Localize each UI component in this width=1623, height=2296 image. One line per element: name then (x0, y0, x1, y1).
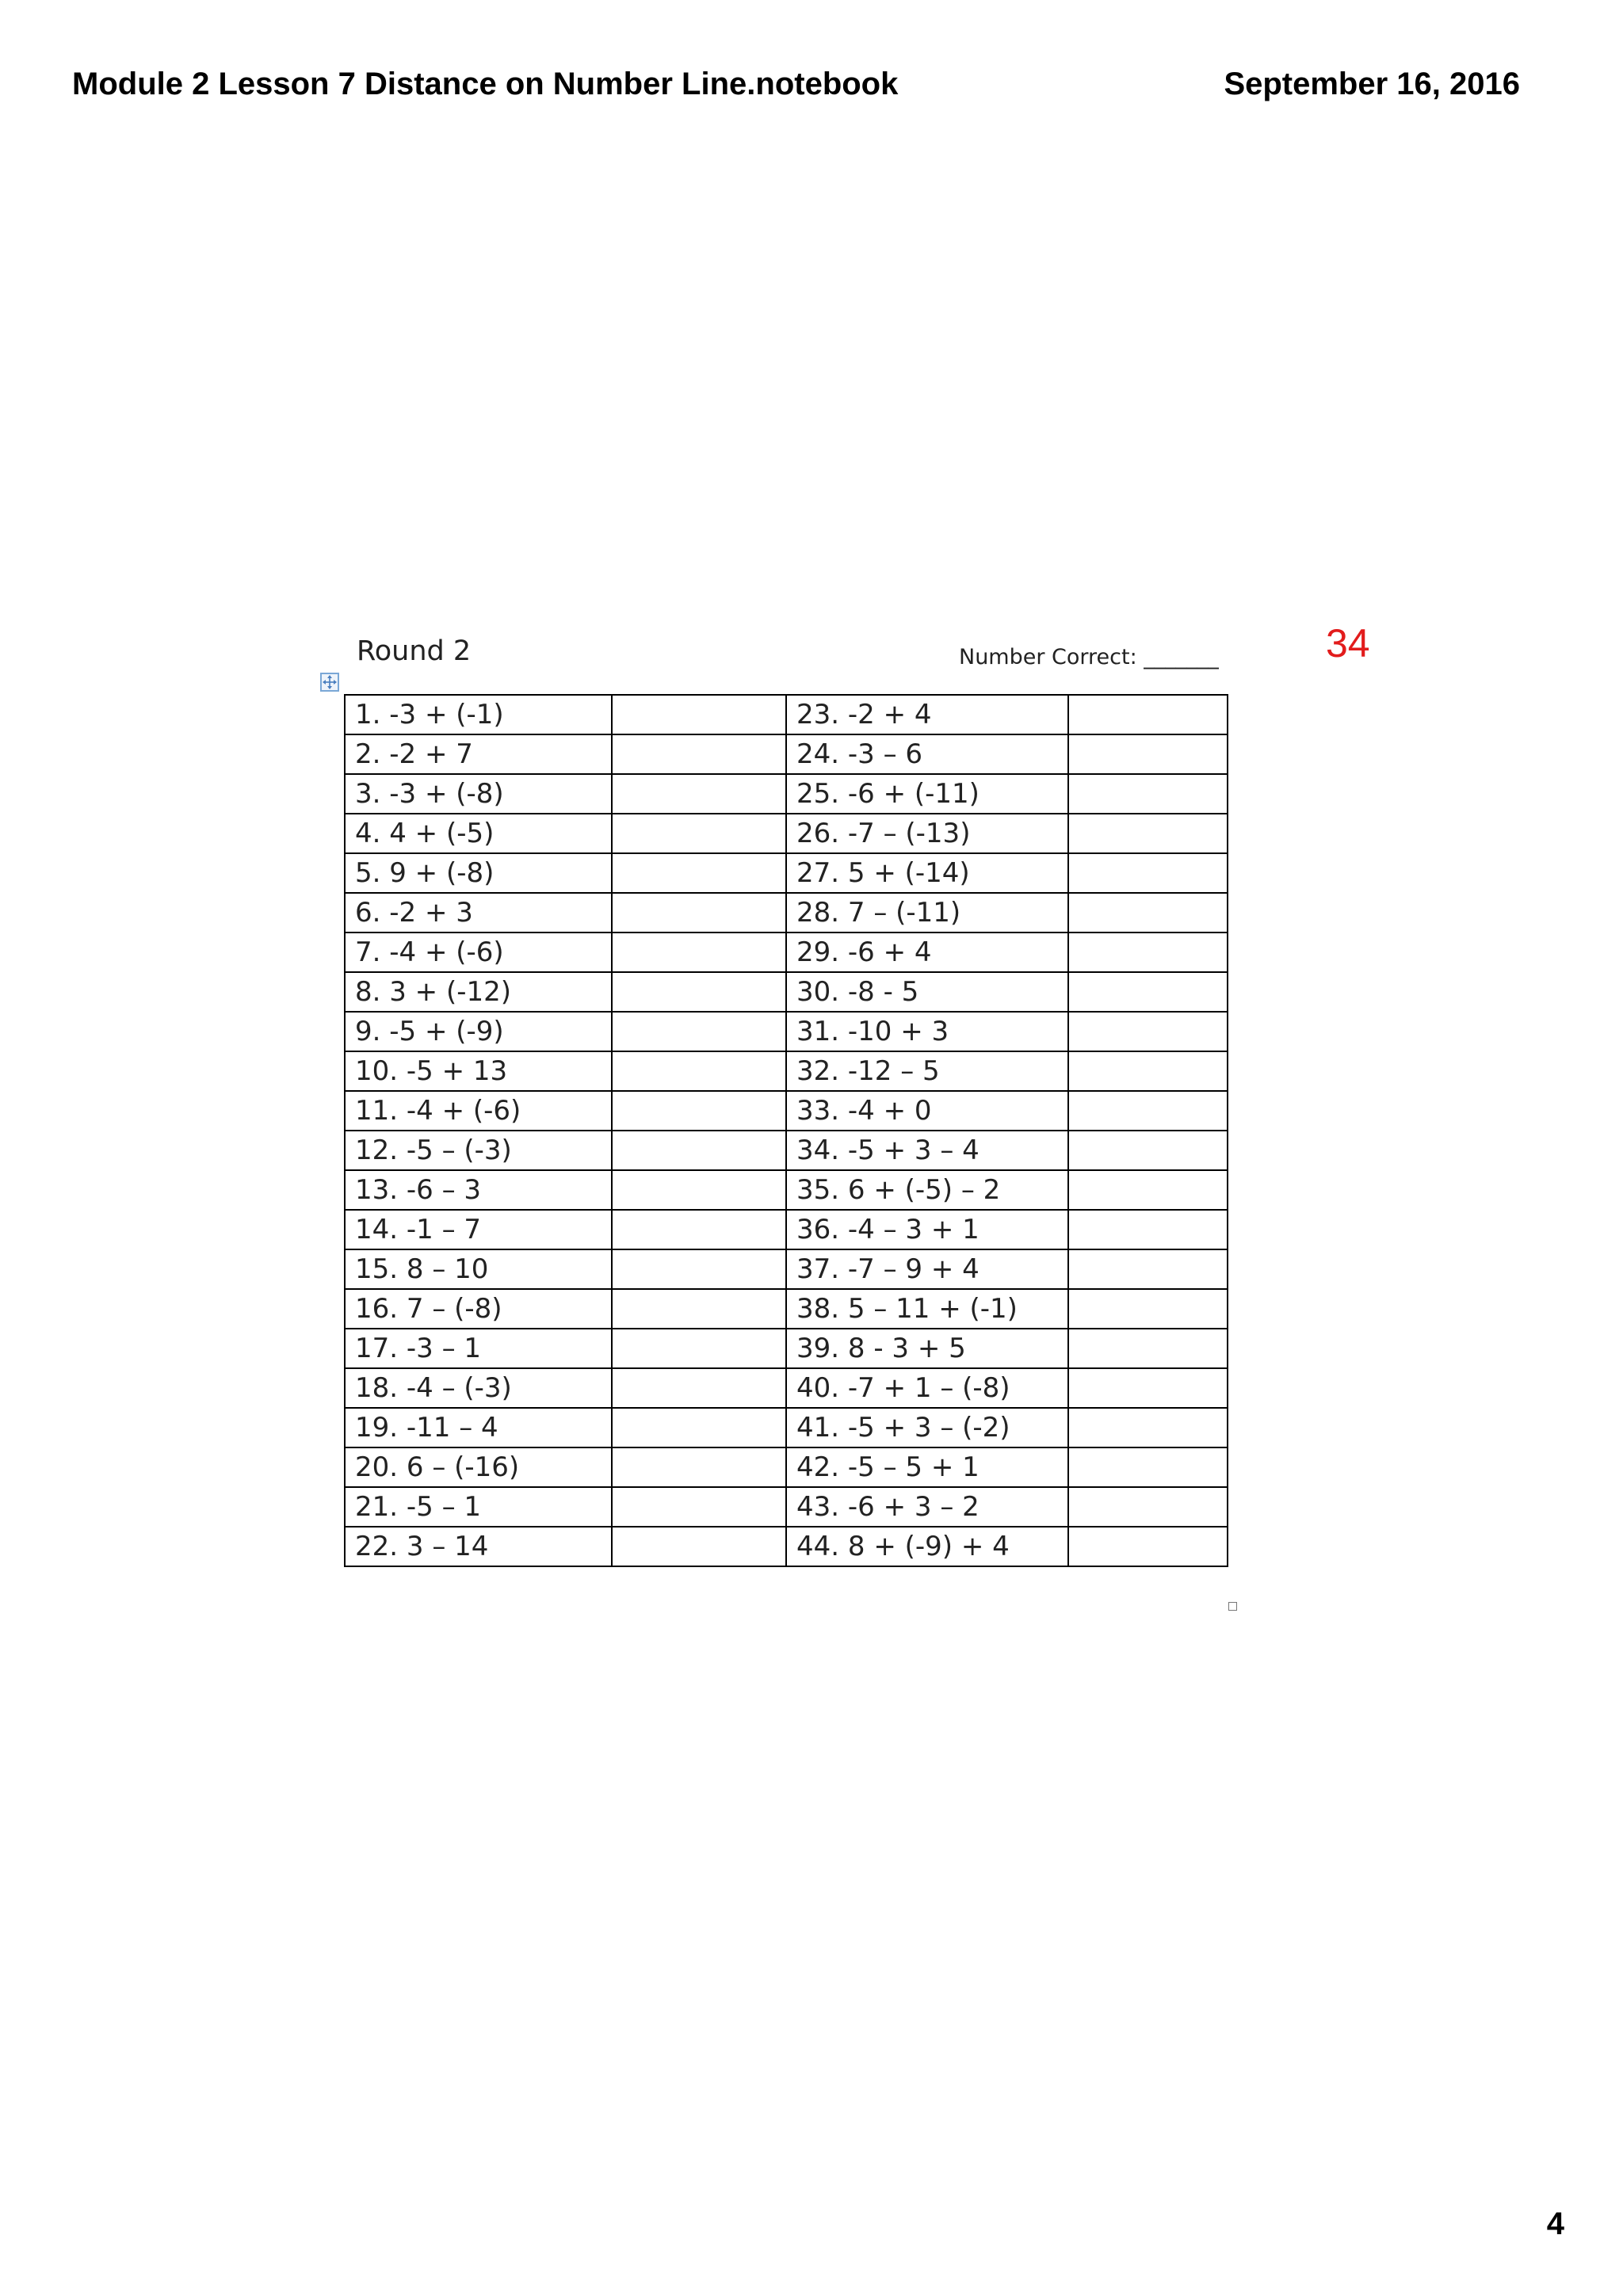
answer-cell[interactable] (612, 1289, 786, 1329)
table-row (345, 1408, 1228, 1447)
problem-cell: 38. 5 – 11 + (-1) (786, 1289, 1068, 1329)
answer-cell[interactable] (1068, 1527, 1228, 1566)
problem-cell: 33. -4 + 0 (786, 1091, 1068, 1131)
answer-cell[interactable] (612, 734, 786, 774)
table-row (345, 1249, 1228, 1289)
answer-cell[interactable] (612, 1249, 786, 1289)
answer-cell[interactable] (1068, 1091, 1228, 1131)
resize-handle-icon[interactable] (1228, 1602, 1237, 1611)
problem-cell: 18. -4 – (-3) (345, 1368, 612, 1408)
table-row (345, 1329, 1228, 1368)
answer-cell[interactable] (612, 1329, 786, 1368)
answer-cell[interactable] (612, 893, 786, 933)
problem-table-body (345, 695, 1228, 1566)
table-row (345, 734, 1228, 774)
round-title: Round 2 (357, 635, 472, 667)
answer-cell[interactable] (1068, 933, 1228, 972)
answer-cell[interactable] (1068, 1170, 1228, 1210)
problem-cell: 2. -2 + 7 (345, 734, 612, 774)
problem-cell: 20. 6 – (-16) (345, 1447, 612, 1487)
answer-cell[interactable] (1068, 774, 1228, 814)
problem-cell: 39. 8 - 3 + 5 (786, 1329, 1068, 1368)
table-row (345, 1012, 1228, 1051)
problem-cell: 6. -2 + 3 (345, 893, 612, 933)
problem-cell: 4. 4 + (-5) (345, 814, 612, 853)
problem-cell: 10. -5 + 13 (345, 1051, 612, 1091)
answer-cell[interactable] (612, 1131, 786, 1170)
answer-cell[interactable] (1068, 1289, 1228, 1329)
problem-cell: 14. -1 – 7 (345, 1210, 612, 1249)
problem-cell: 23. -2 + 4 (786, 695, 1068, 734)
document-title: Module 2 Lesson 7 Distance on Number Line.notebook (72, 67, 899, 101)
table-row (345, 1368, 1228, 1408)
answer-cell[interactable] (612, 933, 786, 972)
problem-cell: 32. -12 – 5 (786, 1051, 1068, 1091)
table-row (345, 853, 1228, 893)
problem-cell: 11. -4 + (-6) (345, 1091, 612, 1131)
answer-cell[interactable] (1068, 1329, 1228, 1368)
answer-cell[interactable] (612, 774, 786, 814)
answer-cell[interactable] (1068, 1131, 1228, 1170)
problem-cell: 34. -5 + 3 – 4 (786, 1131, 1068, 1170)
table-row (345, 774, 1228, 814)
table-row (345, 1487, 1228, 1527)
answer-cell[interactable] (1068, 893, 1228, 933)
answer-cell[interactable] (1068, 1447, 1228, 1487)
answer-cell[interactable] (612, 1051, 786, 1091)
answer-cell[interactable] (612, 695, 786, 734)
answer-cell[interactable] (612, 1408, 786, 1447)
table-row (345, 1289, 1228, 1329)
problem-cell: 42. -5 – 5 + 1 (786, 1447, 1068, 1487)
answer-cell[interactable] (1068, 1210, 1228, 1249)
table-row (345, 1091, 1228, 1131)
problem-cell: 24. -3 – 6 (786, 734, 1068, 774)
answer-cell[interactable] (612, 1210, 786, 1249)
answer-cell[interactable] (612, 814, 786, 853)
problem-cell: 19. -11 – 4 (345, 1408, 612, 1447)
problem-cell: 40. -7 + 1 – (-8) (786, 1368, 1068, 1408)
problem-cell: 25. -6 + (-11) (786, 774, 1068, 814)
answer-cell[interactable] (1068, 1012, 1228, 1051)
problem-cell: 28. 7 – (-11) (786, 893, 1068, 933)
problem-cell: 17. -3 – 1 (345, 1329, 612, 1368)
answer-cell[interactable] (612, 1487, 786, 1527)
move-arrows-icon[interactable] (320, 673, 339, 692)
table-row (345, 933, 1228, 972)
problem-cell: 3. -3 + (-8) (345, 774, 612, 814)
answer-cell[interactable] (1068, 695, 1228, 734)
answer-cell[interactable] (612, 1447, 786, 1487)
answer-cell[interactable] (612, 1012, 786, 1051)
answer-cell[interactable] (612, 1091, 786, 1131)
table-row (345, 1131, 1228, 1170)
table-row (345, 1051, 1228, 1091)
problem-cell: 41. -5 + 3 – (-2) (786, 1408, 1068, 1447)
answer-cell[interactable] (1068, 1051, 1228, 1091)
problem-cell: 31. -10 + 3 (786, 1012, 1068, 1051)
answer-cell[interactable] (1068, 972, 1228, 1012)
problem-cell: 29. -6 + 4 (786, 933, 1068, 972)
answer-cell[interactable] (612, 853, 786, 893)
problem-cell: 26. -7 – (-13) (786, 814, 1068, 853)
problem-cell: 1. -3 + (-1) (345, 695, 612, 734)
page-number: 4 (1546, 2206, 1564, 2241)
answer-cell[interactable] (1068, 734, 1228, 774)
problem-cell: 21. -5 – 1 (345, 1487, 612, 1527)
problem-cell: 12. -5 – (-3) (345, 1131, 612, 1170)
problem-cell: 35. 6 + (-5) – 2 (786, 1170, 1068, 1210)
problem-cell: 5. 9 + (-8) (345, 853, 612, 893)
problem-cell: 15. 8 – 10 (345, 1249, 612, 1289)
table-row (345, 1170, 1228, 1210)
answer-cell[interactable] (612, 1527, 786, 1566)
table-row (345, 1527, 1228, 1566)
answer-cell[interactable] (612, 1368, 786, 1408)
problem-cell: 13. -6 – 3 (345, 1170, 612, 1210)
table-row (345, 893, 1228, 933)
problem-cell: 30. -8 - 5 (786, 972, 1068, 1012)
problem-cell: 7. -4 + (-6) (345, 933, 612, 972)
answer-cell[interactable] (1068, 1368, 1228, 1408)
problem-cell: 44. 8 + (-9) + 4 (786, 1527, 1068, 1566)
problem-cell: 16. 7 – (-8) (345, 1289, 612, 1329)
answer-cell[interactable] (612, 1170, 786, 1210)
score-annotation: 34 (1326, 621, 1370, 666)
table-row (345, 1447, 1228, 1487)
answer-cell[interactable] (1068, 1408, 1228, 1447)
problem-cell: 43. -6 + 3 – 2 (786, 1487, 1068, 1527)
table-row (345, 1210, 1228, 1249)
answer-cell[interactable] (1068, 1249, 1228, 1289)
table-row (345, 814, 1228, 853)
problem-cell: 36. -4 – 3 + 1 (786, 1210, 1068, 1249)
problem-cell: 27. 5 + (-14) (786, 853, 1068, 893)
problem-cell: 8. 3 + (-12) (345, 972, 612, 1012)
answer-cell[interactable] (1068, 853, 1228, 893)
problem-cell: 9. -5 + (-9) (345, 1012, 612, 1051)
problem-table (344, 694, 1228, 1567)
answer-cell[interactable] (1068, 1487, 1228, 1527)
number-correct-label: Number Correct: _______ (959, 645, 1219, 669)
problem-cell: 37. -7 – 9 + 4 (786, 1249, 1068, 1289)
problem-cell: 22. 3 – 14 (345, 1527, 612, 1566)
answer-cell[interactable] (1068, 814, 1228, 853)
answer-cell[interactable] (612, 972, 786, 1012)
table-row (345, 695, 1228, 734)
document-date: September 16, 2016 (1224, 67, 1520, 101)
table-row (345, 972, 1228, 1012)
